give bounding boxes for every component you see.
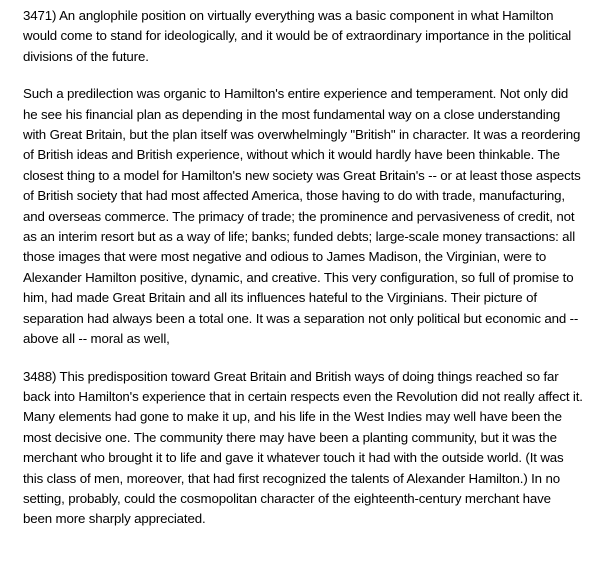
document-text xyxy=(23,6,583,547)
paragraph-3488: 3488) This predisposition toward Great Britain and British ways of doing things reached so far back into Hamilton's experience that in certain respects even the Revolution did not really affect it. Many elements had gone to make it up, and his life in the West Indies may well have been the most decisive one. The community there may have been a planting community, but it was the merchant who brought it to life and gave it whatever touch it had with the outside world. (It was this class of men, moreover, that had first recognized the talents of Alexander Hamilton.) In no setting, probably, could the cosmopolitan character of the eighteenth-century merchant have been more sharply appreciated. xyxy=(23,368,583,527)
paragraph-predilection: Such a predilection was organic to Hamilton's entire experience and temperament. Not only did he see his financial plan as depending in the most fundamental way on a close understanding with Great Britain, but the plan itself was overwhelmingly "British" in character. It was a reordering of British ideas and British experience, without which it would hardly have been thinkable. The closest thing to a model for Hamilton's new society was Great Britain's -- or at least those aspects of British society that had most affected America, those having to do with trade, manufacturing, and overseas commerce. The primacy of trade; the prominence and pervasiveness of credit, not as an interim resort but as a way of life; banks; funded debts; large-scale money transactions: all those images that were most negative and odious to James Madison, the Virginian, were to Alexander Hamilton positive, dynamic, and creative. This very configuration, so full of promise to him, had made Great Britain and all its influences hateful to the Virginians. Their picture of separation had always been a total one. It was a separation not only political but economic and -- above all -- moral as well, xyxy=(23,86,581,347)
paragraph-3471: 3471) An anglophile position on virtually everything was a basic component in what Hamilton would come to stand for ideologically, and it would be of extraordinary importance in the political divisions of the future. xyxy=(23,8,572,64)
